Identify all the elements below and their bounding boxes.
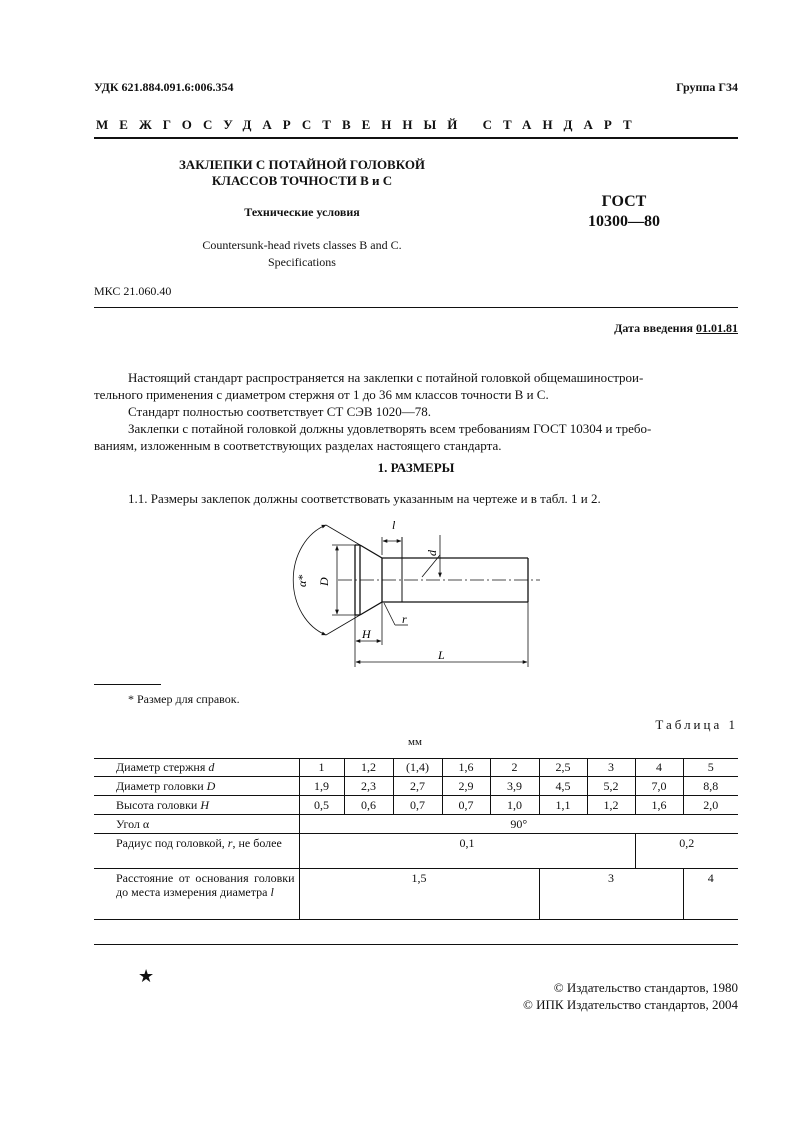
intro-p2: Стандарт полностью соответствует СТ СЭВ 1020—78. bbox=[128, 404, 432, 419]
table-row-rod-diameter bbox=[94, 758, 738, 777]
english-title-line-2: Specifications bbox=[268, 255, 336, 269]
intro-text bbox=[94, 369, 738, 454]
gost-designation bbox=[560, 192, 688, 232]
table-cell: 1,5 bbox=[299, 869, 539, 920]
table-bottom-rule bbox=[94, 944, 738, 945]
label-D: D bbox=[317, 577, 331, 586]
table-cell: 2 bbox=[490, 758, 539, 777]
mks-code: МКС 21.060.40 bbox=[94, 284, 172, 298]
row-label: Расстояние от основания головки до места измерения диаметра l bbox=[94, 869, 299, 920]
table-cell: 2,7 bbox=[393, 777, 442, 796]
table-cell: 5,2 bbox=[587, 777, 635, 796]
table-cell: 1 bbox=[299, 758, 344, 777]
label-l: l bbox=[392, 518, 396, 532]
intro-date-value: 01.01.81 bbox=[696, 321, 738, 335]
label-H: H bbox=[362, 627, 371, 641]
english-title-line-1: Countersunk-head rivets classes B and C. bbox=[202, 238, 402, 252]
table-cell: 1,1 bbox=[539, 796, 587, 815]
intro-date-label: Дата введения bbox=[614, 321, 693, 335]
row-label: Диаметр головки D bbox=[94, 777, 299, 796]
subtitle: Технические условия bbox=[244, 205, 360, 219]
table-row-angle bbox=[94, 815, 738, 834]
group-code: Группа Г34 bbox=[676, 80, 738, 94]
table-cell: (1,4) bbox=[393, 758, 442, 777]
row-label: Радиус под головкой, r, не более bbox=[94, 834, 299, 869]
table-cell: 2,0 bbox=[683, 796, 738, 815]
table-cell: 2,5 bbox=[539, 758, 587, 777]
row-label: Диаметр стержня d bbox=[94, 758, 299, 777]
udk-code: УДК 621.884.091.6:006.354 bbox=[94, 80, 234, 94]
table-cell: 3 bbox=[539, 869, 683, 920]
table-cell: 1,0 bbox=[490, 796, 539, 815]
gost-label: ГОСТ bbox=[601, 193, 647, 210]
table-row-radius bbox=[94, 834, 738, 869]
table-row-head-height bbox=[94, 796, 738, 815]
row-label: Угол α bbox=[94, 815, 299, 834]
english-title bbox=[120, 237, 484, 271]
section-1-1-text: 1.1. Размеры заклепок должны соответствовать указанным на чертеже и в табл. 1 и 2. bbox=[128, 491, 601, 506]
table-cell: 2,9 bbox=[442, 777, 490, 796]
table-cell: 90° bbox=[299, 815, 738, 834]
table-1 bbox=[94, 758, 738, 920]
header-rule bbox=[94, 137, 738, 139]
table-cell: 7,0 bbox=[635, 777, 683, 796]
table-cell: 0,7 bbox=[442, 796, 490, 815]
intro-p1-line2: тельного применения с диаметром стержня от 1 до 36 мм классов точности В и С. bbox=[94, 387, 549, 402]
table-cell: 1,2 bbox=[344, 758, 393, 777]
table-cell: 4 bbox=[635, 758, 683, 777]
table-cell: 1,6 bbox=[442, 758, 490, 777]
table-cell: 0,2 bbox=[635, 834, 738, 869]
label-d: d bbox=[425, 550, 439, 556]
title-line-1: ЗАКЛЕПКИ С ПОТАЙНОЙ ГОЛОВКОЙ bbox=[178, 157, 426, 172]
table-cell: 2,3 bbox=[344, 777, 393, 796]
table-cell: 4 bbox=[683, 869, 738, 920]
table-row-head-diameter bbox=[94, 777, 738, 796]
intro-p1-line1: Настоящий стандарт распространяется на заклепки с потайной головкой общемашинострои- bbox=[128, 370, 644, 385]
intro-p3-line2: ваниям, изложенным в соответствующих разделах настоящего стандарта. bbox=[94, 438, 502, 453]
table-cell: 0,6 bbox=[344, 796, 393, 815]
table-cell: 0,1 bbox=[299, 834, 635, 869]
label-L: L bbox=[438, 648, 445, 662]
table-row-distance bbox=[94, 869, 738, 920]
footnote-rule bbox=[94, 684, 161, 685]
star-mark: ★ bbox=[138, 966, 155, 986]
title-block bbox=[120, 157, 484, 189]
table-cell: 5 bbox=[683, 758, 738, 777]
section-1-heading: 1. РАЗМЕРЫ bbox=[377, 460, 455, 475]
footnote: * Размер для справок. bbox=[128, 692, 240, 706]
intro-p3-line1: Заклепки с потайной головкой должны удовлетворять всем требованиям ГОСТ 10304 и требо- bbox=[128, 421, 652, 436]
rivet-drawing bbox=[290, 515, 550, 675]
mks-rule bbox=[94, 307, 738, 308]
table-caption: Таблица 1 bbox=[655, 717, 738, 732]
interstate-standard-banner: МЕЖГОСУДАРСТВЕННЫЙ СТАНДАРТ bbox=[96, 117, 643, 132]
table-cell: 0,7 bbox=[393, 796, 442, 815]
intro-date bbox=[614, 321, 738, 336]
title-line-2: КЛАССОВ ТОЧНОСТИ В и С bbox=[211, 173, 393, 188]
table-cell: 1,9 bbox=[299, 777, 344, 796]
copyright-block bbox=[523, 979, 738, 1013]
copyright-2004: © ИПК Издательство стандартов, 2004 bbox=[523, 997, 738, 1012]
copyright-1980: © Издательство стандартов, 1980 bbox=[553, 980, 738, 995]
table-cell: 0,5 bbox=[299, 796, 344, 815]
table-cell: 1,6 bbox=[635, 796, 683, 815]
row-label: Высота головки H bbox=[94, 796, 299, 815]
table-cell: 4,5 bbox=[539, 777, 587, 796]
label-r: r bbox=[402, 612, 407, 626]
table-cell: 3 bbox=[587, 758, 635, 777]
table-cell: 3,9 bbox=[490, 777, 539, 796]
label-alpha: α* bbox=[295, 574, 309, 587]
gost-number: 10300—80 bbox=[588, 213, 660, 230]
table-cell: 1,2 bbox=[587, 796, 635, 815]
table-cell: 8,8 bbox=[683, 777, 738, 796]
table-units: мм bbox=[408, 736, 422, 748]
